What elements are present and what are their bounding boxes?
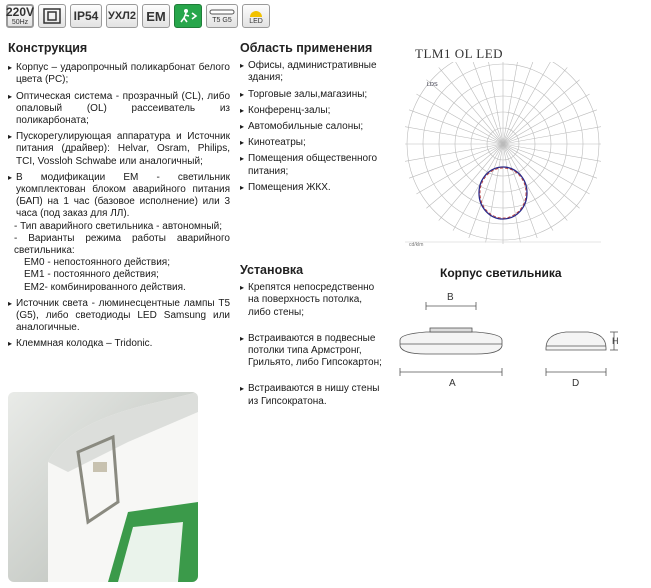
list-item: ▸ Офисы, административные здания;	[240, 60, 388, 84]
list-item: ▸ В модификации EM - светильник укомплектован блоком аварийного питания (БАП) на 1 час (базовое исполнение) или 3 часа (под заказ для ЛЛ).	[8, 172, 230, 221]
list-item: ▸ Автомобильные салоны;	[240, 121, 388, 133]
product-photo	[8, 392, 198, 582]
em-label: EM	[146, 8, 166, 24]
em-icon	[142, 4, 170, 28]
uhl2-label: УХЛ2	[107, 9, 136, 22]
exit-icon	[174, 4, 202, 28]
application-title: Область применения	[240, 41, 373, 55]
sub-item: - Тип аварийного светильника - автономный;	[14, 220, 222, 232]
list-item: ▸ Помещения общественного питания;	[240, 153, 388, 177]
sub-item: EM0 - непостоянного действия;	[24, 257, 170, 269]
ip54-label: IP54	[73, 9, 99, 23]
construction-section	[8, 42, 230, 355]
frequency-value: 50Hz	[11, 19, 29, 26]
list-item: ▸ Кинотеатры;	[240, 137, 388, 149]
uhl2-icon	[106, 4, 138, 28]
polar-footer: cd/klm	[409, 242, 424, 248]
certification-icons	[6, 4, 270, 28]
dim-d-label: D	[572, 378, 580, 389]
class-ii-icon	[38, 4, 66, 28]
list-item: ▸ Корпус – ударопрочный поликарбонат белого цвета (PC);	[8, 62, 230, 86]
voltage-value: 220V	[5, 5, 35, 19]
construction-title: Конструкция	[8, 41, 88, 55]
dim-a-label: A	[449, 378, 456, 389]
list-item: ▸ Пускорегулирующая аппаратура и Источник питания (драйвер): Helvar, Osram, Philips, TCI, Vossloh Schwabe или аналогичный;	[8, 131, 230, 168]
installation-section	[240, 264, 385, 412]
list-item: ▸ Встраиваются в подвесные потолки типа Армстронг, Грильято, либо Гипсокартон;	[240, 333, 385, 370]
polar-diagram	[405, 62, 601, 248]
ip54-icon	[70, 4, 102, 28]
list-item: ▸ Конференц-залы;	[240, 105, 388, 117]
polar-legend: LDS	[427, 82, 438, 88]
installation-title: Установка	[240, 263, 304, 277]
led-icon	[242, 4, 270, 28]
installation-list	[240, 282, 385, 408]
list-item: ▸ Торговые залы,магазины;	[240, 89, 388, 101]
housing-drawing	[396, 290, 621, 390]
construction-list	[8, 62, 230, 350]
sub-item: - Варианты режима работы аварийного светильника:	[14, 232, 230, 257]
application-list	[240, 60, 388, 194]
list-item: ▸ Встраиваются в нишу стены из Гипсократона.	[240, 383, 385, 407]
led-label: LED	[249, 17, 263, 25]
voltage-icon	[6, 4, 34, 28]
housing-title: Корпус светильника	[440, 266, 562, 280]
list-item: ▸ Помещения ЖКХ.	[240, 182, 388, 194]
polar-diagram-title: TLM1 OL LED	[415, 46, 504, 61]
list-item: ▸ Клеммная колодка – Tridonic.	[8, 338, 230, 350]
t5-label: T5 G5	[212, 17, 232, 24]
application-section	[240, 42, 388, 198]
t5-lamp-icon	[206, 4, 238, 28]
dim-b-label: B	[447, 292, 454, 303]
list-item: ▸ Источник света - люминесцентные лампы T5 (G5), либо светодиоды LED Samsung или аналогичные.	[8, 298, 230, 335]
list-item: ▸ Крепятся непосредственно на поверхность потолка, либо стены;	[240, 282, 385, 319]
sub-item: EM1 - постоянного действия;	[24, 269, 159, 281]
sub-item: EM2- комбинированного действия.	[24, 281, 186, 293]
dim-h-label: H	[612, 336, 619, 346]
list-item: ▸ Оптическая система - прозрачный (CL), либо опаловый (OL) рассеиватель из поликарбоната;	[8, 91, 230, 128]
